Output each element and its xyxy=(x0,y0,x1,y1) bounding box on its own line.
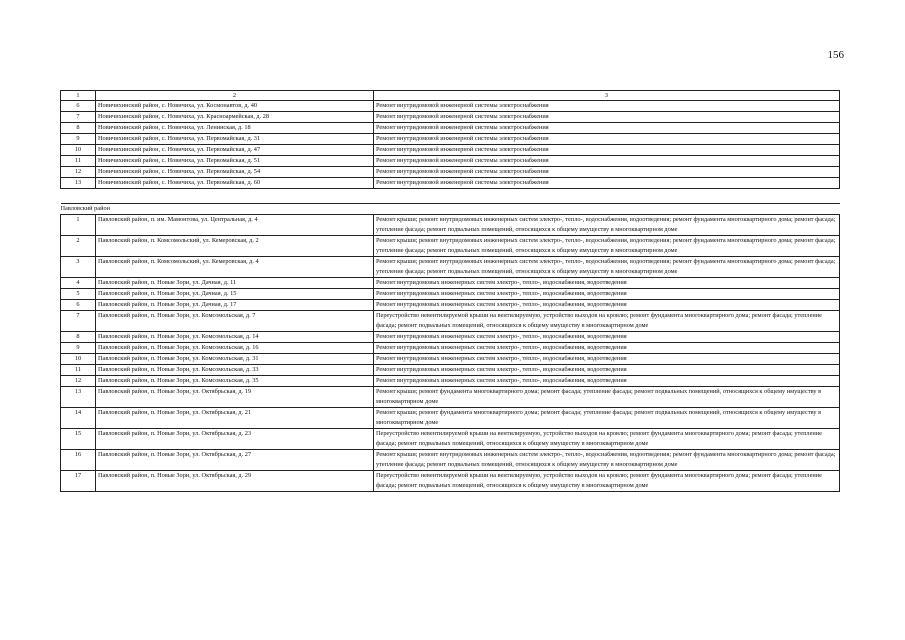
table-row xyxy=(61,332,840,343)
row-work-type: Ремонт внутридомовых инженерных систем электро-, тепло-, водоснабжения, водоотведения xyxy=(374,300,840,311)
section-heading-row xyxy=(61,204,840,215)
row-number: 9 xyxy=(61,134,96,145)
table-row xyxy=(61,376,840,387)
row-address: Павловский район, п. Новые Зори, ул. Октябрьская, д. 21 xyxy=(96,408,374,429)
row-work-type: Ремонт крыши; ремонт фундамента многоквартирного дома; ремонт фасада; утепление фасада; ремонт подвальных помещений, относящихся к общему имуществу в многоквартирном доме xyxy=(374,387,840,408)
row-number: 6 xyxy=(61,101,96,112)
row-address: Павловский район, п. Новые Зори, ул. Комсомольская, д. 35 xyxy=(96,376,374,387)
row-work-type: Переустройство невентилируемой крыши на вентилируемую, устройство выходов на кровлю; ремонт фундамента многоквартирного дома; ремонт фасада; утепление фасада; ремонт подвальных помещений, относящихся к общему имуществу в многоквартирном доме xyxy=(374,471,840,492)
table-row xyxy=(61,387,840,408)
row-work-type: Ремонт внутридомовых инженерных систем электро-, тепло-, водоснабжения, водоотведения xyxy=(374,343,840,354)
row-number: 10 xyxy=(61,354,96,365)
row-work-type: Ремонт внутридомовых инженерных систем электро-, тепло-, водоснабжения, водоотведения xyxy=(374,332,840,343)
row-work-type: Переустройство невентилируемой крыши на вентилируемую, устройство выходов на кровлю; ремонт фундамента многоквартирного дома; ремонт фасада; утепление фасада; ремонт подвальных помещений, относящихся к общему имуществу в многоквартирном доме xyxy=(374,429,840,450)
row-work-type: Ремонт внутридомовой инженерной системы электроснабжения xyxy=(374,167,840,178)
row-number: 11 xyxy=(61,156,96,167)
header-col-1: 1 xyxy=(61,91,96,101)
row-address: Павловский район, п. Новые Зори, ул. Дачная, д. 17 xyxy=(96,300,374,311)
row-work-type: Ремонт внутридомовой инженерной системы электроснабжения xyxy=(374,145,840,156)
table-row xyxy=(61,429,840,450)
table-row xyxy=(61,101,840,112)
row-number: 9 xyxy=(61,343,96,354)
row-number: 13 xyxy=(61,178,96,189)
row-address: Павловский район, п. Новые Зори, ул. Октябрьская, д. 19 xyxy=(96,387,374,408)
row-address: Новичихинский район, с. Новичиха, ул. Первомайская, д. 31 xyxy=(96,134,374,145)
row-work-type: Ремонт внутридомовых инженерных систем электро-, тепло-, водоснабжения, водоотведения xyxy=(374,278,840,289)
row-address: Павловский район, п. Новые Зори, ул. Комсомольская, д. 31 xyxy=(96,354,374,365)
table-row xyxy=(61,311,840,332)
table-body xyxy=(61,91,840,492)
row-address: Павловский район, п. Комсомольский, ул. Кемеровская, д. 2 xyxy=(96,236,374,257)
row-work-type: Ремонт внутридомовой инженерной системы электроснабжения xyxy=(374,178,840,189)
row-work-type: Ремонт внутридомовой инженерной системы электроснабжения xyxy=(374,101,840,112)
row-number: 12 xyxy=(61,167,96,178)
row-number: 14 xyxy=(61,408,96,429)
table-row xyxy=(61,257,840,278)
table-row xyxy=(61,278,840,289)
section-gap xyxy=(61,189,840,204)
row-number: 12 xyxy=(61,376,96,387)
row-work-type: Переустройство невентилируемой крыши на вентилируемую, устройство выходов на кровлю; ремонт фундамента многоквартирного дома; ремонт фасада; утепление фасада; ремонт подвальных помещений, относящихся к общему имуществу в многоквартирном доме xyxy=(374,311,840,332)
row-number: 5 xyxy=(61,289,96,300)
table-row xyxy=(61,156,840,167)
row-work-type: Ремонт крыши; ремонт внутридомовых инженерных систем электро-, тепло-, водоснабжения, водоотведения; ремонт фундамента многоквартирного дома; ремонт фасада; утепление фасада; ремонт подвальных помещений, относящихся к общему имуществу в многоквартирном доме xyxy=(374,450,840,471)
repair-schedule-table xyxy=(60,90,840,492)
row-work-type: Ремонт внутридомовой инженерной системы электроснабжения xyxy=(374,134,840,145)
row-number: 11 xyxy=(61,365,96,376)
row-address: Павловский район, п. Новые Зори, ул. Комсомольская, д. 14 xyxy=(96,332,374,343)
table-row xyxy=(61,134,840,145)
row-number: 17 xyxy=(61,471,96,492)
gap-cell xyxy=(61,189,840,204)
row-number: 7 xyxy=(61,112,96,123)
header-col-3: 3 xyxy=(374,91,840,101)
row-address: Павловский район, п. Новые Зори, ул. Комсомольская, д. 7 xyxy=(96,311,374,332)
row-address: Павловский район, п. Новые Зори, ул. Дачная, д. 11 xyxy=(96,278,374,289)
table-row xyxy=(61,145,840,156)
table-row xyxy=(61,167,840,178)
row-work-type: Ремонт внутридомовой инженерной системы электроснабжения xyxy=(374,156,840,167)
row-work-type: Ремонт крыши; ремонт внутридомовых инженерных систем электро-, тепло-, водоснабжения, водоотведения; ремонт фундамента многоквартирного дома; ремонт фасада; утепление фасада; ремонт подвальных помещений, относящихся к общему имуществу в многоквартирном доме xyxy=(374,236,840,257)
table-row xyxy=(61,300,840,311)
row-number: 1 xyxy=(61,215,96,236)
section-title: Павловский район xyxy=(61,204,840,215)
table-row xyxy=(61,123,840,134)
row-number: 3 xyxy=(61,257,96,278)
table-row xyxy=(61,178,840,189)
row-work-type: Ремонт крыши; ремонт внутридомовых инженерных систем электро-, тепло-, водоснабжения, водоотведения; ремонт фундамента многоквартирного дома; ремонт фасада; утепление фасада; ремонт подвальных помещений, относящихся к общему имуществу в многоквартирном доме xyxy=(374,257,840,278)
row-number: 4 xyxy=(61,278,96,289)
row-work-type: Ремонт внутридомовых инженерных систем электро-, тепло-, водоснабжения, водоотведения xyxy=(374,376,840,387)
table-row xyxy=(61,215,840,236)
row-number: 6 xyxy=(61,300,96,311)
row-work-type: Ремонт внутридомовой инженерной системы электроснабжения xyxy=(374,112,840,123)
table-row xyxy=(61,365,840,376)
row-address: Новичихинский район, с. Новичиха, ул. Первомайская, д. 60 xyxy=(96,178,374,189)
row-work-type: Ремонт крыши; ремонт фундамента многоквартирного дома; ремонт фасада; утепление фасада; ремонт подвальных помещений, относящихся к общему имуществу в многоквартирном доме xyxy=(374,408,840,429)
row-number: 16 xyxy=(61,450,96,471)
table-row xyxy=(61,471,840,492)
row-work-type: Ремонт внутридомовых инженерных систем электро-, тепло-, водоснабжения, водоотведения xyxy=(374,354,840,365)
table-row xyxy=(61,408,840,429)
row-address: Павловский район, п. Комсомольский, ул. Кемеровская, д. 4 xyxy=(96,257,374,278)
table-row xyxy=(61,236,840,257)
table-row xyxy=(61,450,840,471)
row-address: Павловский район, п. Новые Зори, ул. Октябрьская, д. 23 xyxy=(96,429,374,450)
row-work-type: Ремонт внутридомовых инженерных систем электро-, тепло-, водоснабжения, водоотведения xyxy=(374,289,840,300)
row-address: Павловский район, п. Новые Зори, ул. Комсомольская, д. 33 xyxy=(96,365,374,376)
row-number: 8 xyxy=(61,332,96,343)
table-row xyxy=(61,112,840,123)
row-address: Павловский район, п. им. Мамонтова, ул. Центральная, д. 4 xyxy=(96,215,374,236)
row-address: Новичихинский район, с. Новичиха, ул. Ленинская, д. 18 xyxy=(96,123,374,134)
row-number: 13 xyxy=(61,387,96,408)
table-row xyxy=(61,343,840,354)
row-address: Павловский район, п. Новые Зори, ул. Октябрьская, д. 27 xyxy=(96,450,374,471)
page-number: 156 xyxy=(827,49,844,61)
row-address: Новичихинский район, с. Новичиха, ул. Красноармейская, д. 28 xyxy=(96,112,374,123)
row-address: Павловский район, п. Новые Зори, ул. Октябрьская, д. 29 xyxy=(96,471,374,492)
row-address: Новичихинский район, с. Новичиха, ул. Первомайская, д. 47 xyxy=(96,145,374,156)
row-number: 7 xyxy=(61,311,96,332)
row-address: Новичихинский район, с. Новичиха, ул. Космонавтов, д. 40 xyxy=(96,101,374,112)
row-address: Новичихинский район, с. Новичиха, ул. Первомайская, д. 54 xyxy=(96,167,374,178)
row-number: 10 xyxy=(61,145,96,156)
table-row xyxy=(61,354,840,365)
header-col-2: 2 xyxy=(96,91,374,101)
table-header-row xyxy=(61,91,840,101)
row-work-type: Ремонт внутридомовой инженерной системы электроснабжения xyxy=(374,123,840,134)
row-work-type: Ремонт внутридомовых инженерных систем электро-, тепло-, водоснабжения, водоотведения xyxy=(374,365,840,376)
row-address: Павловский район, п. Новые Зори, ул. Дачная, д. 15 xyxy=(96,289,374,300)
row-number: 2 xyxy=(61,236,96,257)
row-work-type: Ремонт крыши; ремонт внутридомовых инженерных систем электро-, тепло-, водоснабжения, водоотведения; ремонт фундамента многоквартирного дома; ремонт фасада; утепление фасада; ремонт подвальных помещений, относящихся к общему имуществу в многоквартирном доме xyxy=(374,215,840,236)
table-row xyxy=(61,289,840,300)
row-number: 15 xyxy=(61,429,96,450)
row-number: 8 xyxy=(61,123,96,134)
row-address: Новичихинский район, с. Новичиха, ул. Первомайская, д. 51 xyxy=(96,156,374,167)
row-address: Павловский район, п. Новые Зори, ул. Комсомольская, д. 16 xyxy=(96,343,374,354)
